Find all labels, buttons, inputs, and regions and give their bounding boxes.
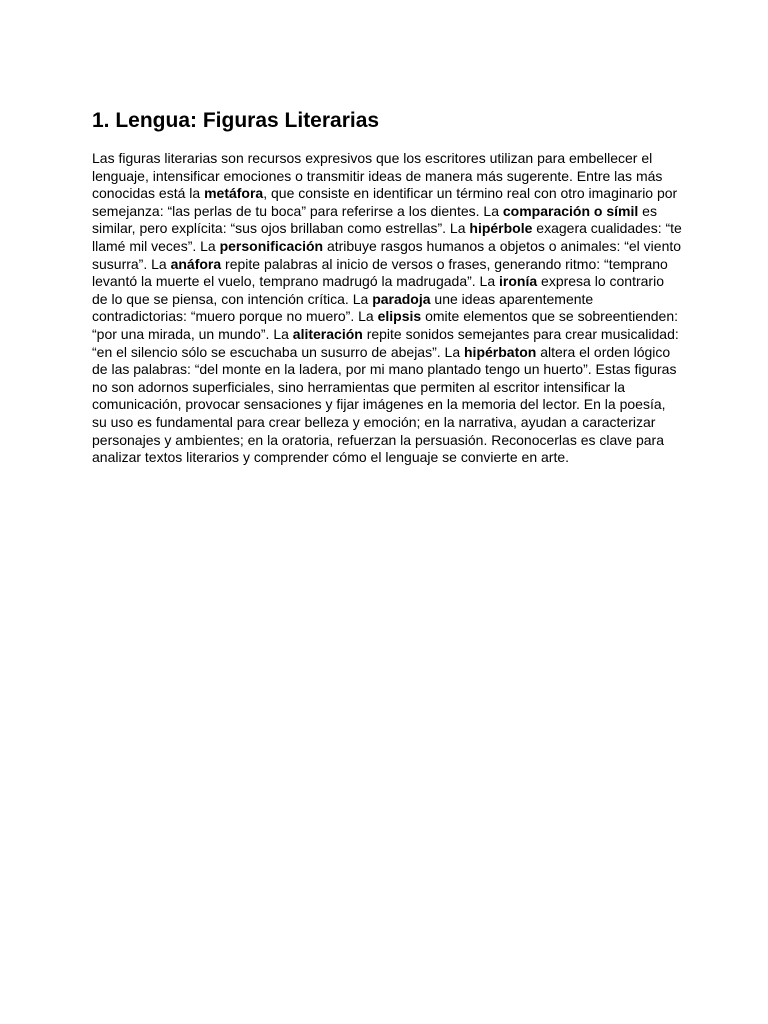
term-hiperbole: hipérbole	[469, 220, 533, 237]
term-anafora: anáfora	[170, 255, 222, 272]
term-paradoja: paradoja	[372, 290, 431, 307]
term-elipsis: elipsis	[377, 308, 422, 325]
text-run: , que consiste en identificar un término real con otro imaginario por semejanza: “las perlas de tu boca” para referirse a los dientes. La	[92, 185, 678, 219]
text-run: repite palabras al inicio de versos o frases, generando ritmo: “temprano levantó la muerte el vuelo, temprano madrugó la madrugada”. La	[92, 255, 668, 290]
term-aliteracion: aliteración	[292, 325, 363, 342]
text-run: atribuye rasgos humanos a objetos o animales: “el viento susurra”. La	[92, 237, 682, 272]
section-heading: 1. Lengua: Figuras Literarias	[92, 109, 380, 132]
term-hiperbaton: hipérbaton	[464, 343, 537, 360]
body-paragraph	[92, 150, 682, 467]
term-comparacion: comparación o símil	[502, 202, 639, 219]
term-personificacion: personificación	[219, 237, 324, 254]
text-run: omite elementos que se sobreentienden: “por una mirada, un mundo”. La	[92, 308, 679, 342]
text-run: repite sonidos semejantes para crear musicalidad: “en el silencio sólo se escuchaba un susurro de abejas”. La	[92, 325, 679, 360]
text-run: es similar, pero explícita: “sus ojos brillaban como estrellas”. La	[92, 202, 657, 237]
text-run: une ideas aparentemente contradictorias: “muero porque no muero”. La	[92, 290, 594, 325]
term-ironia: ironía	[499, 273, 538, 290]
text-run: altera el orden lógico de las palabras: “del monte en la ladera, por mi mano plantado tengo un huerto”. Estas figuras no son adornos superficiales, sino herramientas que permiten al escritor intensificar la comunicación, provocar sensaciones y fijar imágenes en la memoria del lector. En la poesía, su uso es fundamental para crear belleza y emoción; en la narrativa, ayudan a caracterizar personajes y ambientes; en la oratoria, refuerzan la persuasión. Reconocerlas es clave para analizar textos literarios y comprender cómo el lenguaje se convierte en arte.	[92, 343, 677, 466]
text-run: exagera cualidades: “te llamé mil veces”. La	[92, 220, 682, 254]
text-run: expresa lo contrario de lo que se piensa, con intención crítica. La	[92, 273, 664, 307]
text-run: Las figuras literarias son recursos expresivos que los escritores utilizan para embellecer el lenguaje, intensificar emociones o transmitir ideas de manera más sugerente. Entre las más conocidas está la	[92, 150, 663, 202]
term-metafora: metáfora	[204, 185, 264, 202]
